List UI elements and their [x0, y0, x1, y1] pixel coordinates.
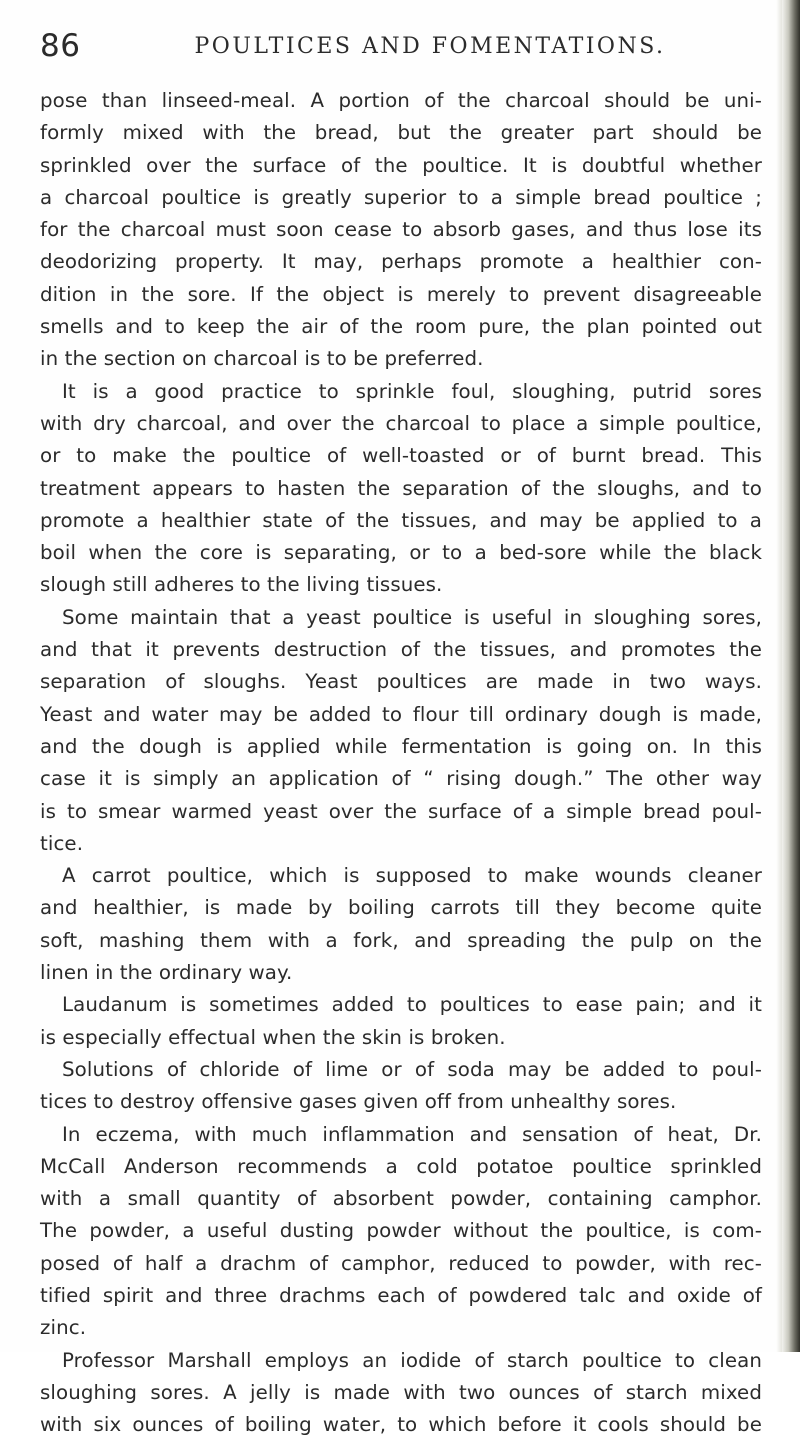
text-line: and the dough is applied while fermentation is going on. In this [40, 734, 762, 758]
text-line: case it is simply an application of “ rising dough.” The other way [40, 767, 762, 791]
text-line: or to make the poultice of well-toasted or of burnt bread. This [40, 444, 762, 468]
text-line: smells and to keep the air of the room pure, the plan pointed out [40, 315, 762, 339]
text-line: dition in the sore. If the object is merely to prevent disagreeable [40, 282, 762, 306]
text-line: Laudanum is sometimes added to poultices to ease pain; and it [62, 993, 762, 1017]
text-line: with a small quantity of absorbent powder, containing camphor. [40, 1187, 762, 1211]
text-line: pose than linseed-meal. A portion of the charcoal should be uni- [40, 89, 762, 112]
text-line: posed of half a drachm of camphor, reduced to powder, with rec- [40, 1251, 762, 1275]
text-line: sprinkled over the surface of the poultice. It is doubtful whether [40, 153, 762, 177]
text-line: Professor Marshall employs an iodide of starch poultice to clean [62, 1348, 762, 1372]
text-line: McCall Anderson recommends a cold potatoe poultice sprinkled [40, 1154, 762, 1178]
text-line: with dry charcoal, and over the charcoal to place a simple poultice, [40, 411, 762, 435]
text-line: zinc. [40, 1316, 87, 1340]
text-line: promote a healthier state of the tissues, and may be applied to a [40, 508, 762, 532]
text-line: treatment appears to hasten the separation of the sloughs, and to [40, 476, 762, 500]
text-line: Some maintain that a yeast poultice is useful in sloughing sores, [62, 605, 762, 629]
text-line: tice. [40, 831, 84, 855]
text-line: tified spirit and three drachms each of powdered talc and oxide of [40, 1283, 762, 1307]
text-line: is to smear warmed yeast over the surface of a simple bread poul- [40, 799, 762, 823]
text-line: linen in the ordinary way. [40, 961, 293, 985]
page-edge-shadow [782, 0, 800, 1352]
text-line: soft, mashing them with a fork, and spreading the pulp on the [40, 928, 762, 952]
text-line: The powder, a useful dusting powder without the poultice, is com- [40, 1219, 762, 1243]
body-text [40, 85, 762, 1441]
text-line: tices to destroy offensive gases given off from unhealthy sores. [40, 1090, 677, 1114]
text-line: a charcoal poultice is greatly superior to a simple bread poultice ; [40, 185, 762, 209]
text-line: is especially effectual when the skin is broken. [40, 1025, 506, 1049]
running-head: POULTICES AND FOMENTATIONS. [194, 34, 666, 59]
text-line: slough still adheres to the living tissues. [40, 573, 443, 597]
text-line: Yeast and water may be added to flour till ordinary dough is made, [40, 702, 762, 726]
text-line: and healthier, is made by boiling carrots till they become quite [40, 896, 762, 920]
page-header [40, 24, 760, 68]
text-line: boil when the core is separating, or to a bed-sore while the black [40, 541, 762, 565]
text-line: and that it prevents destruction of the tissues, and promotes the [40, 638, 762, 662]
text-line: In eczema, with much inflammation and sensation of heat, Dr. [62, 1122, 762, 1146]
text-line: separation of sloughs. Yeast poultices are made in two ways. [40, 670, 762, 694]
text-line: for the charcoal must soon cease to absorb gases, and thus lose its [40, 218, 762, 242]
text-line: with six ounces of boiling water, to which before it cools should be [40, 1413, 762, 1437]
text-line: deodorizing property. It may, perhaps promote a healthier con- [40, 250, 762, 274]
text-line: A carrot poultice, which is supposed to make wounds cleaner [62, 864, 762, 888]
text-line: formly mixed with the bread, but the greater part should be [40, 121, 762, 145]
text-line: sloughing sores. A jelly is made with two ounces of starch mixed [40, 1380, 762, 1404]
text-line: in the section on charcoal is to be preferred. [40, 347, 484, 371]
text-line: Solutions of chloride of lime or of soda may be added to poul- [62, 1057, 762, 1081]
page-number: 86 [40, 28, 81, 64]
text-line: It is a good practice to sprinkle foul, sloughing, putrid sores [62, 379, 762, 403]
